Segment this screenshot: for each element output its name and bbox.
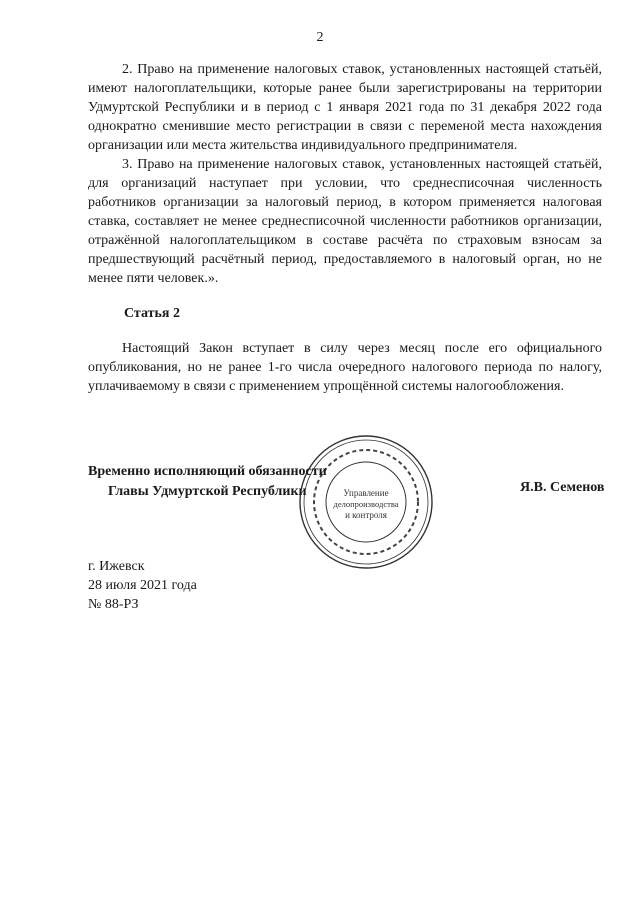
city: г. Ижевск (88, 559, 145, 574)
paragraph-3: 3. Право на применение налоговых ставок, установленных настоящей статьёй, для организаций наступает при условии, что среднесписочная численность работников организации за налоговый период, в котором применяется налоговая ставка, составляет не менее среднесписочной численности работников организации, отражённой налогоплательщиком в составе расчёта по страховым взносам за предшествующий расчётный период, предоставляемого в налоговый орган, но не менее пяти человек.». (88, 157, 602, 286)
seal-line-3: и контроля (345, 510, 387, 520)
seal-line-1: Управление (343, 488, 389, 498)
article-2-paragraph: Настоящий Закон вступает в силу через месяц после его официального опубликования, но не ранее 1-го числа очередного налогового периода по налогу, уплачиваемому в связи с применением упрощённой системы налогообложения. (88, 341, 602, 394)
article-body (88, 60, 602, 288)
article-2-heading: Статья 2 (124, 306, 180, 321)
signatory-title-line2: Главы Удмуртской Республики (108, 484, 307, 499)
document-footer (88, 557, 197, 614)
paragraph-2: 2. Право на применение налоговых ставок, установленных настоящей статьёй, имеют налогоплательщики, которые ранее были зарегистрированы на территории Удмуртской Республики и в период с 1 января 2021 года по 31 декабря 2022 года однократно сменившие место регистрации в связи с переменой места нахождения организации или места жительства индивидуального предпринимателя. (88, 62, 602, 153)
signatory-title-line1: Временно исполняющий обязанности (88, 464, 327, 479)
official-seal (296, 432, 436, 572)
page-number: 2 (316, 30, 324, 45)
date: 28 июля 2021 года (88, 578, 197, 593)
seal-line-2: делопроизводства (333, 499, 399, 509)
signatory-name: Я.В. Семенов (520, 480, 605, 495)
signatory-title (88, 462, 327, 502)
article-2-text (88, 339, 602, 396)
law-number: № 88-РЗ (88, 597, 139, 612)
